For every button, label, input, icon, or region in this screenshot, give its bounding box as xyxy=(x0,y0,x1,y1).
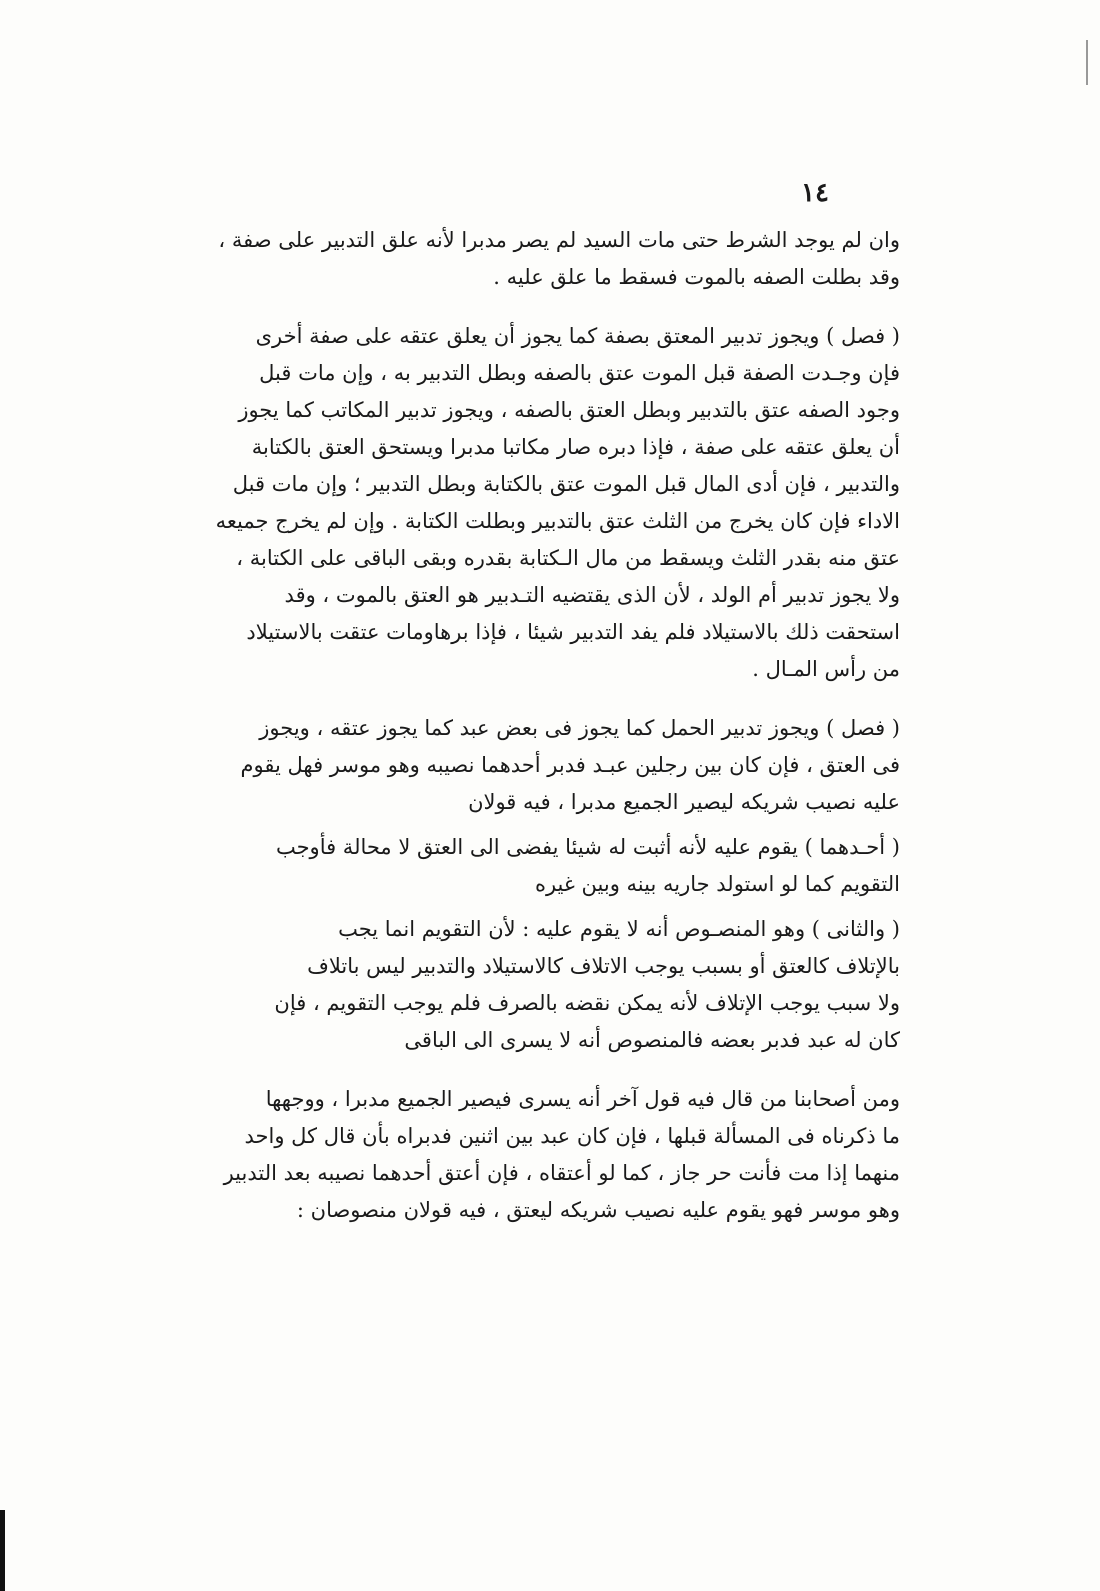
text-line: ( أحـدهما ) يقوم عليه لأنه أثبت له شيئا يفضى الى العتق لا محالة فأوجب xyxy=(275,835,900,859)
paragraph xyxy=(170,222,900,296)
text-line: فى العتق ، فإن كان بين رجلين عبـد فدبر أحدهما نصيبه وهو موسر فهل يقوم xyxy=(240,753,900,777)
text-line: ( فصل ) ويجوز تدبير المعتق بصفة كما يجوز أن يعلق عتقه على صفة أخرى xyxy=(255,324,900,348)
paragraph xyxy=(170,1081,900,1229)
text-line: منهما إذا مت فأنت حر جاز ، كما لو أعتقاه ، فإن أعتق أحدهما نصيبه بعد التدبير xyxy=(223,1161,900,1185)
text-line: وان لم يوجد الشرط حتى مات السيد لم يصر مدبرا لأنه علق التدبير على صفة ، xyxy=(218,228,900,252)
text-line: ولا سبب يوجب الإتلاف لأنه يمكن نقضه بالصرف فلم يوجب التقويم ، فإن xyxy=(274,991,900,1015)
text-line: والتدبير ، فإن أدى المال قبل الموت عتق بالكتابة وبطل التدبير ؛ وإن مات قبل xyxy=(232,472,900,496)
paragraph xyxy=(170,710,900,821)
text-line: استحقت ذلك بالاستيلاد فلم يفد التدبير شيئا ، فإذا برهاومات عتقت بالاستيلاد xyxy=(246,620,900,644)
scan-edge-mark xyxy=(0,1510,5,1591)
text-line: عليه نصيب شريكه ليصير الجميع مدبرا ، فيه قولان xyxy=(468,790,900,814)
text-line: كان له عبد فدبر بعضه فالمنصوص أنه لا يسرى الى الباقى xyxy=(404,1028,900,1052)
text-line: من رأس المـال . xyxy=(752,657,900,681)
text-line: ( فصل ) ويجوز تدبير الحمل كما يجوز فى بعض عبد كما يجوز عتقه ، ويجوز xyxy=(259,716,900,740)
text-line: التقويم كما لو استولد جاريه بينه وبين غيره xyxy=(534,872,900,896)
text-line: وجود الصفه عتق بالتدبير وبطل العتق بالصفه ، ويجوز تدبير المكاتب كما يجوز xyxy=(238,398,900,422)
text-line: بالإتلاف كالعتق أو بسبب يوجب الاتلاف كالاستيلاد والتدبير ليس باتلاف xyxy=(307,954,900,978)
page-number: ١٤ xyxy=(801,178,829,208)
text-line: ( والثانى ) وهو المنصـوص أنه لا يقوم عليه : لأن التقويم انما يجب xyxy=(338,917,900,941)
text-line: الاداء فإن كان يخرج من الثلث عتق بالتدبير وبطلت الكتابة . وإن لم يخرج جميعه xyxy=(215,509,900,533)
text-line: ما ذكرناه فى المسألة قبلها ، فإن كان عبد بين اثنين فدبراه بأن قال كل واحد xyxy=(244,1124,900,1148)
paragraph xyxy=(170,318,900,688)
text-line: فإن وجـدت الصفة قبل الموت عتق بالصفه وبطل التدبير به ، وإن مات قبل xyxy=(259,361,900,385)
scan-edge-mark xyxy=(1086,40,1088,85)
text-line: وهو موسر فهو يقوم عليه نصيب شريكه ليعتق ، فيه قولان منصوصان : xyxy=(296,1198,900,1222)
text-line: ولا يجوز تدبير أم الولد ، لأن الذى يقتضيه التـدبير هو العتق بالموت ، وقد xyxy=(284,583,900,607)
paragraph xyxy=(170,829,900,903)
paragraph xyxy=(170,911,900,1059)
text-line: عتق منه بقدر الثلث ويسقط من مال الـكتابة بقدره وبقى الباقى على الكتابة ، xyxy=(236,546,900,570)
text-line: ومن أصحابنا من قال فيه قول آخر أنه يسرى فيصير الجميع مدبرا ، ووجهها xyxy=(265,1087,900,1111)
body-text xyxy=(170,222,900,1251)
text-line: وقد بطلت الصفه بالموت فسقط ما علق عليه . xyxy=(493,265,900,289)
text-line: أن يعلق عتقه على صفة ، فإذا دبره صار مكاتبا مدبرا ويستحق العتق بالكتابة xyxy=(251,435,900,459)
